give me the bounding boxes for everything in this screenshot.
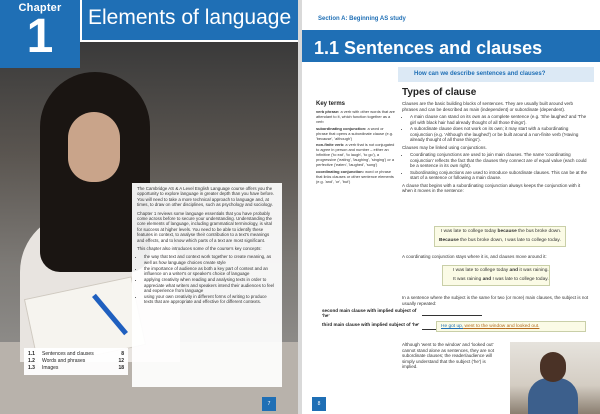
annotation-second-clause: second main clause with implied subject of 'he' [322, 308, 417, 319]
example-conjunction: and [509, 268, 519, 273]
key-term-word: coordinating conjunction: [316, 168, 364, 174]
example-line [435, 227, 565, 236]
body-block-2 [402, 254, 590, 260]
photo-man-body [528, 378, 578, 414]
toc-row[interactable] [28, 365, 124, 372]
key-term [316, 126, 396, 141]
chapter-title: Elements of language [88, 6, 292, 29]
toc-title: Sentences and clauses [42, 351, 94, 357]
intro-paragraph: The Cambridge AS & A Level English Language course offers you the opportunity to explore language in greater depth than you have before. You will need to take a more technical approach to language and, at times, to draw on other disciplines, such as psychology and sociology. [137, 186, 275, 208]
body-paragraph: Clauses may be linked using conjunctions. [402, 144, 487, 150]
example-text: I was late to college today [453, 268, 510, 273]
example-text: the bus broke down, I was late to college today. [458, 238, 561, 243]
left-page [0, 0, 298, 414]
key-term [316, 169, 396, 184]
toc-number: 1.3 [28, 365, 35, 371]
intro-paragraph: Chapter 1 reviews some language essentials that you have probably come across before to secure your understanding. Understanding the core elements of language, including grammatical terminology, is vital for success at higher levels. You need to be able to identify these features in context, to analyse their contribution to a text's meanings and effects, and to know which parts of a text are most significant. [137, 210, 272, 243]
example-text: I was late to college today. [491, 277, 549, 282]
key-term-word: subordinating conjunction: [316, 125, 367, 131]
annotation-third-clause: third main clause with implied subject of 'he' [322, 322, 420, 327]
bullet-item: • A subordinate clause does not work on its own; it may start with a subordinating conjunction (e.g. 'Although she laughed') or be built around a non-finite verb ('Having already thought of all those things'). [410, 126, 590, 143]
intro-panel [132, 183, 282, 387]
bullet-item: • A main clause can stand on its own as a complete sentence (e.g. 'She laughed' and 'The girl with black hair had already thought of all those things'). [410, 114, 590, 125]
conjunction-bullets [410, 152, 590, 181]
key-term-definition: a verb that is not conjugated to agree in person and number – either an infinitive ('to eat', 'to laugh', 'to go'), a progressive ('eating', 'laughing', 'singing') or a perfective ('eaten', 'laughed', 'sung') [316, 142, 395, 167]
chapter-word: Chapter [18, 2, 62, 14]
photo-man-head [540, 352, 566, 382]
page-number: 8 [312, 397, 326, 411]
body-paragraph: In a sentence where the subject is the same for two (or more) main clauses, the subject is not usually repeated: [402, 295, 589, 306]
toc-page: 8 [121, 351, 124, 357]
photo-student-face [68, 112, 120, 182]
key-term-definition: a word or phrase that opens a subordinate clause (e.g. 'because', 'although') [316, 125, 393, 141]
clause-bullets [410, 114, 590, 143]
toc-page: 18 [118, 365, 124, 371]
second-clause: went to the window [463, 324, 506, 329]
implied-subject-example [436, 321, 586, 332]
key-term-definition: a verb with other words that are attendant to it, which function together as a verb [316, 109, 395, 124]
coordinating-example [442, 265, 550, 286]
example-text: It was raining [453, 277, 483, 282]
toc-row[interactable] [28, 351, 124, 358]
concept-item: • the importance of audience as both a key part of context and an influence on a writer's or speaker's choice of language [144, 266, 277, 277]
example-line [443, 266, 549, 275]
key-terms-heading: Key terms [316, 101, 346, 107]
body-block-3 [402, 295, 590, 306]
intro-paragraph: This chapter also introduces some of the course's key concepts: [137, 246, 262, 252]
section-label: Section A: Beginning AS study [318, 16, 406, 22]
types-of-clause-heading: Types of clause [402, 87, 477, 98]
example-line [443, 275, 549, 284]
body-block-1 [402, 101, 590, 194]
concept-item: • the way that text and context work together to create meaning, as well as how language choices create style [144, 254, 277, 265]
key-term [316, 142, 396, 167]
third-clause: and looked out. [505, 324, 540, 329]
bullet-item: • Subordinating conjunctions are used to introduce subordinate clauses. This can be at the start of a sentence or following a main clause. [410, 170, 590, 181]
key-term-definition: word or phrase that links clauses or other sentence elements (e.g. 'and', 'or', 'but') [316, 168, 394, 184]
annotation-line [422, 329, 436, 330]
example-line [435, 236, 565, 245]
toc-row[interactable] [28, 358, 124, 365]
concept-item: • applying creativity when reading and analysing texts in order to appreciate what writers and speakers intend their audiences to feel and experience from language [144, 277, 277, 293]
concept-item: • using your own creativity in different forms of writing to produce texts that are appropriate and effective for different contexts. [144, 294, 277, 305]
chapter-contents [24, 348, 128, 375]
example-text: I was late to college today [441, 229, 498, 234]
toc-title: Images [42, 365, 59, 371]
toc-number: 1.2 [28, 358, 35, 364]
body-paragraph: Although 'went to the window' and 'looked out' cannot stand alone as sentences, they are not subordinate clauses; the reader/audience will simply understand that the subject ('he') is implied. [402, 342, 495, 369]
concepts-list [144, 254, 277, 304]
subordinating-example [434, 226, 566, 247]
first-clause: He got up, [441, 324, 464, 329]
chapter-number: 1 [26, 10, 54, 63]
toc-page: 12 [118, 358, 124, 364]
body-paragraph: A clause that begins with a subordinating conjunction always keeps the conjunction with it when it moves in the sentence: [402, 182, 581, 193]
key-term [316, 109, 396, 124]
toc-title: Words and phrases [42, 358, 86, 364]
section-title: 1.1 Sentences and clauses [314, 38, 543, 58]
section-question: How can we describe sentences and clauses? [414, 71, 546, 77]
man-at-window-photo [510, 342, 600, 414]
body-block-4 [402, 342, 502, 370]
example-text: the bus broke down. [516, 229, 562, 234]
key-term-word: non-finite verb: [316, 142, 345, 147]
key-term-word: verb phrase: [316, 109, 340, 114]
example-conjunction: because [497, 229, 517, 234]
annotation-line [422, 315, 482, 316]
example-conjunction: Because [439, 238, 459, 243]
key-terms-box [316, 100, 396, 210]
chapter-badge [0, 0, 80, 68]
bullet-item: • Coordinating conjunctions are used to join main clauses. The name 'coordinating conjunction' reflects the fact that the clauses they connect are of equal value (each could be a sentence in its own right). [410, 152, 590, 169]
page-number: 7 [262, 397, 276, 411]
body-paragraph: A coordinating conjunction stays where it is, and clauses move around it: [402, 254, 547, 259]
right-page [302, 0, 600, 414]
example-conjunction: and [482, 277, 492, 282]
body-paragraph: Clauses are the basic building blocks of sentences. They are usually built around verb phrases and can be described as main (independent) or subordinate (dependent). [402, 101, 574, 112]
toc-number: 1.1 [28, 351, 35, 357]
example-text: it was raining. [518, 268, 549, 273]
